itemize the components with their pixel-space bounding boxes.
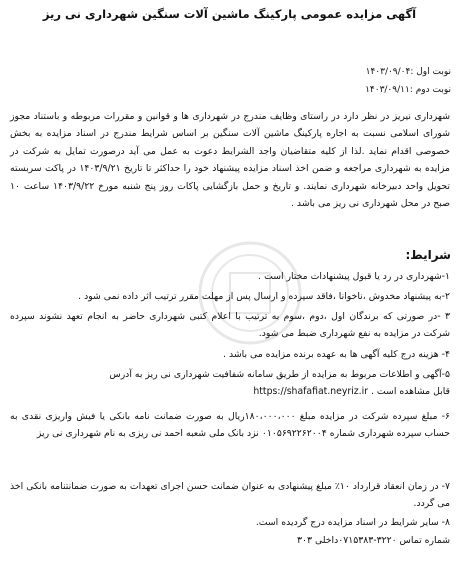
condition-5-text: ۵-آگهی و اطلاعات مربوط به مزایده از طریق سامانه شفافیت شهرداری نی ریز به آدرس — [109, 369, 450, 380]
condition-item-website — [10, 366, 450, 401]
contact-phone: شماره تماس ۳۲۲۰-۰۷۱۵۳۸۳داخلی ۳۰۳ — [297, 535, 450, 546]
notice-title: آگهی مزایده عمومی پارکینگ ماشین آلات سنگین شهرداری نی ریز — [42, 7, 417, 21]
condition-item: ۸- سایر شرایط در اسناد مزایده درج گردیده است. — [255, 517, 450, 528]
condition-item: ۲-به پیشنهاد مخدوش ،ناخوانا ،فاقد سپرده و ارسال پس از مهلت مقرر ترتیب اثر داده نمی شود . — [78, 291, 450, 302]
website-suffix: قابل مشاهده است . — [371, 386, 450, 398]
website-link[interactable]: https://shafafiat.neyriz.ir — [253, 386, 369, 398]
condition-item: ۳ -در صورتی که برندگان اول ،دوم ،سوم به ترتیب با اعلام کتبی شهرداری حاضر به انجام تعهد نشوند سپرده شرکت در مزایده به نفع شهرداری ضبط می شود. — [10, 311, 450, 340]
first-publication-date: نوبت اول :۱۴۰۳/۰۹/۰۴ — [365, 67, 451, 77]
conditions-heading: شرایط: — [405, 248, 451, 262]
condition-item: ۴- هزینه درج کلیه آگهی ها به عهده برنده مزایده می باشد . — [223, 349, 450, 360]
condition-item: ۷- در زمان انعقاد قرارداد ۱۰٪ مبلغ پیشنهادی به عنوان ضمانت حسن اجرای تعهدات به صورت ضمانتنامه بانکی اخذ می گردد. — [10, 481, 450, 510]
condition-item: ۱-شهرداری در رد یا قبول پیشنهادات مختار است . — [258, 271, 450, 282]
second-publication-date: نوبت دوم :۱۴۰۳/۰۹/۱۱ — [365, 85, 451, 95]
condition-item: ۶- مبلغ سپرده شرکت در مزایده مبلغ ۱۸۰،۰۰۰،۰۰۰ریال به صورت ضمانت نامه بانکی یا فیش واریزی نقدی به حساب سپرده شهرداری شماره ۰۱۰۵۶۹۲۲۶۲۰۰۴ نزد بانک ملی شعبه احمد نی ریزی به نام شهرداری نی ریز — [10, 411, 450, 440]
intro-paragraph: شهرداری نیریز در نظر دارد در راستای وظایف مندرج در شهرداری ها و قوانین و مقررات مربوطه و باستناد مجوز شورای اسلامی نسبت به اجاره پارکینگ ماشین آلات سنگین بر اساس شرایط مندرج در اسناد مزایده به بخش خصوصی اقدام نماید .لذا از کلیه متقاضیان واجد الشرایط دعوت به عمل می آید درصورت تمایل به شرکت در مزایده به شهرداری مراجعه و ضمن اخذ اسناد مزایده پیشنهاد خود را حداکثر تا تاریخ ۱۴۰۳/۹/۲۱ در پاکت سربسته تحویل واحد دبیرخانه شهرداری نمایند. و تاریخ و حمل بازگشایی پاکات روز پنج شنبه مورخ ۱۴۰۳/۹/۲۲ ساعت ۱۰ صبح در محل شهرداری نی ریز می باشد . — [10, 111, 450, 210]
